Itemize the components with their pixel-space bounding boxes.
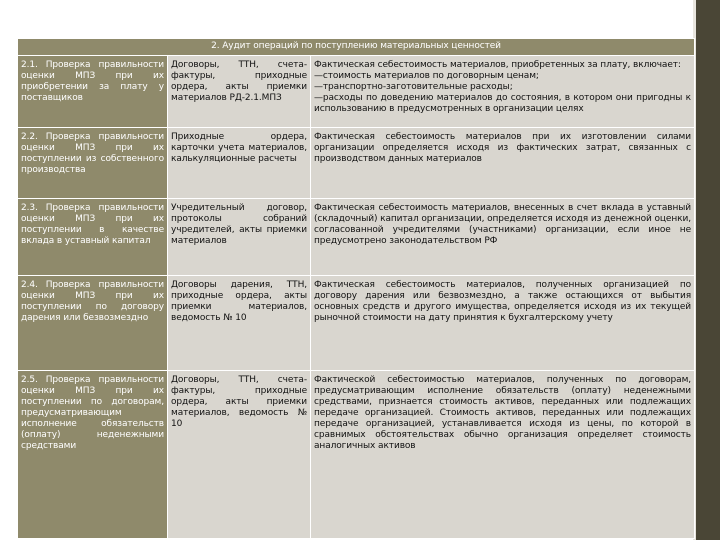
check-item-cell: 2.5. Проверка правильности оценки МПЗ при их поступлении по договорам, предусматривающим исполнение обязательств (оплату) неденежными средствами [18,371,168,539]
documents-cell: Учредительный договор, протоколы собраний учредителей, акты приемки материалов [168,199,311,276]
table-row [18,276,695,371]
check-item-cell: 2.3. Проверка правильности оценки МПЗ при их поступлении в качестве вклада в уставный капитал [18,199,168,276]
description-line: Фактическая себестоимость материалов, приобретенных за плату, включает: [314,60,681,70]
table-row [18,199,695,276]
description-cell: Фактическая себестоимость материалов, внесенных в счет вклада в уставный (складочный) капитал организации, определяется исходя из денежной оценки, согласованной учредителями (участниками) организации, если иное не предусмотрено законодательством РФ [311,199,695,276]
table-header: 2. Аудит операций по поступлению материальных ценностей [18,39,695,56]
documents-cell: Приходные ордера, карточки учета материалов, калькуляционные расчеты [168,128,311,199]
table-row [18,371,695,539]
table-row [18,56,695,128]
description-cell: Фактической себестоимостью материалов, полученных по договорам, предусматривающим исполнение обязательств (оплату) неденежными средствами, признается стоимость активов, переданных или подлежащих передаче организацией. Стоимость активов, переданных или подлежащих передаче организацией, устанавливается исходя из цены, по которой в сравнимых обстоятельствах обычно организация определяет стоимость аналогичных активов [311,371,695,539]
documents-cell [168,56,311,128]
description-line: —транспортно-заготовительные расходы; [314,82,513,92]
check-item-cell: 2.2. Проверка правильности оценки МПЗ при их поступлении из собственного производства [18,128,168,199]
description-cell: Фактическая себестоимость материалов при их изготовлении силами организации определяется исходя из фактических затрат, связанных с производством данных материалов [311,128,695,199]
table-row [18,128,695,199]
documents-text: Договоры, ТТН, счета-фактуры, приходные ордера, акты приемки материалов РД-2.1.МПЗ [171,60,307,103]
right-edge-bar [696,0,720,540]
documents-cell: Договоры дарения, ТТН, приходные ордера, акты приемки материалов, ведомость № 10 [168,276,311,371]
description-cell [311,56,695,128]
description-line: —стоимость материалов по договорным ценам; [314,71,539,81]
check-item-cell: 2.1. Проверка правильности оценки МПЗ при их приобретении за плату у поставщиков [18,56,168,128]
check-item-cell: 2.4. Проверка правильности оценки МПЗ при их поступлении по договору дарения или безвозмездно [18,276,168,371]
documents-cell: Договоры, ТТН, счета-фактуры, приходные ордера, акты приемки материалов, ведомость № 10 [168,371,311,539]
description-cell: Фактическая себестоимость материалов, полученных организацией по договору дарения или безвозмездно, а также остающихся от выбытия основных средств и другого имущества, определяется исходя из их текущей рыночной стоимости на дату принятия к бухгалтерскому учету [311,276,695,371]
table-header-row [18,39,695,56]
audit-table [17,38,695,539]
description-line: —расходы по доведению материалов до состояния, в котором они пригодны к использованию в предусмотренных в организации целях [314,93,692,114]
